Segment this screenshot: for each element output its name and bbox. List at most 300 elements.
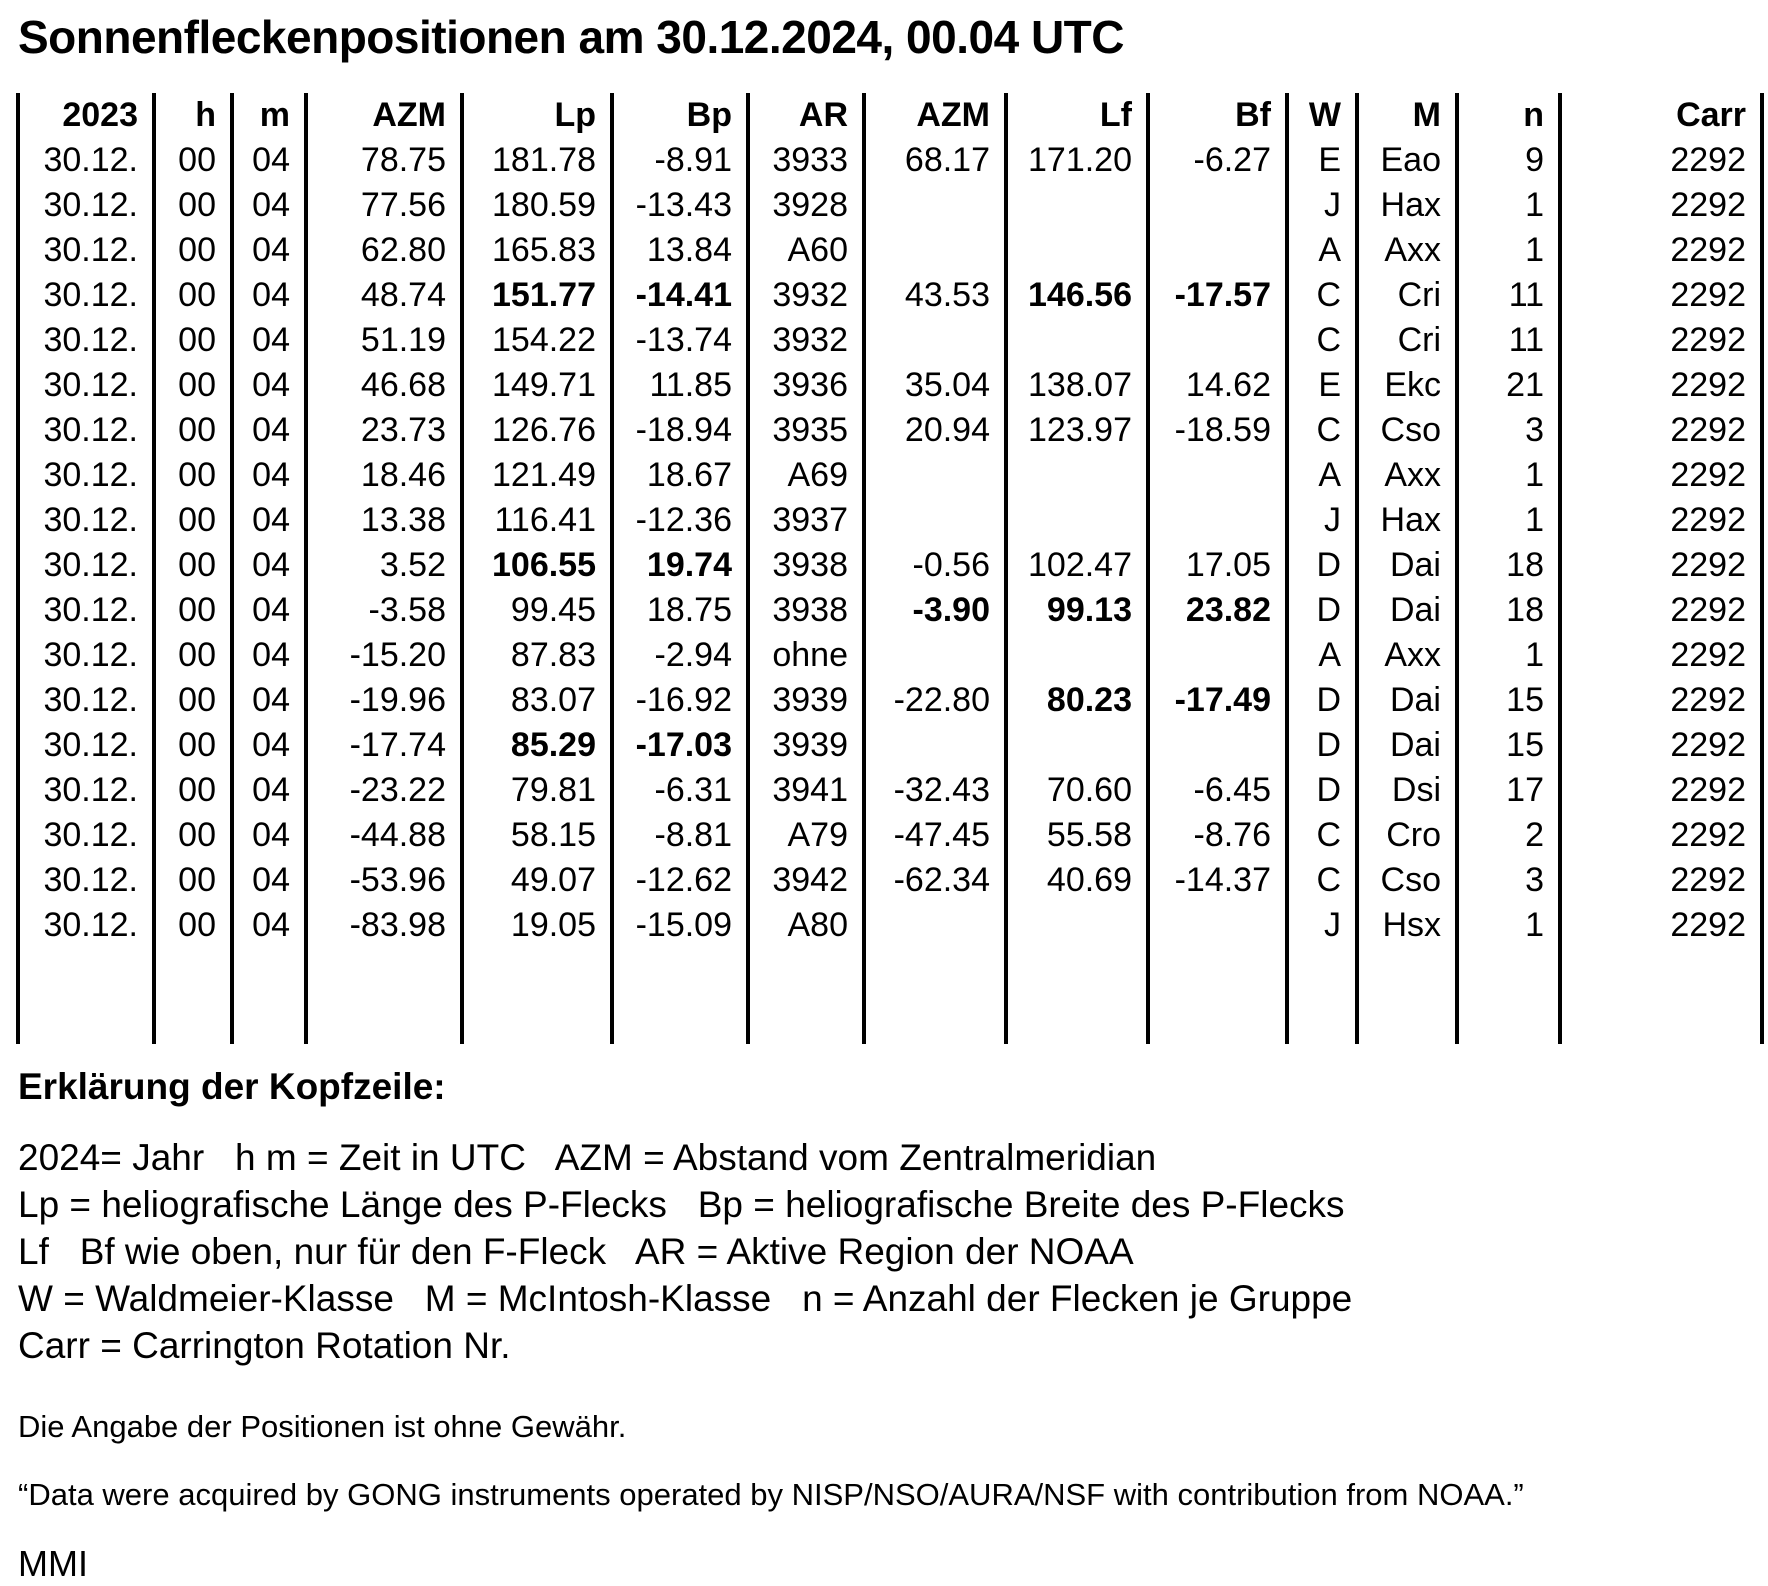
column-header: m [232,93,306,138]
explanation-line: W = Waldmeier-Klasse M = McIntosh-Klasse n = Anzahl der Flecken je Gruppe [18,1277,1353,1319]
table-cell: Cro [1357,813,1457,858]
table-cell: 14.62 [1148,363,1287,408]
table-cell: 2292 [1560,273,1762,318]
table-cell: 30.12. [18,903,154,948]
table-cell: A80 [748,903,864,948]
table-cell: -16.92 [612,678,748,723]
table-cell: 99.45 [462,588,612,633]
table-cell: 1 [1457,183,1560,228]
table-cell: -17.57 [1148,273,1287,318]
table-cell-empty [1006,948,1148,1044]
table-cell: 77.56 [306,183,462,228]
table-cell: Ekc [1357,363,1457,408]
explanation-line: 2024= Jahr h m = Zeit in UTC AZM = Abstand vom Zentralmeridian [18,1136,1157,1178]
table-cell: -23.22 [306,768,462,813]
table-cell: -8.76 [1148,813,1287,858]
table-cell: -8.91 [612,138,748,183]
disclaimer-text: Die Angabe der Positionen ist ohne Gewähr. [18,1408,627,1444]
table-cell: 04 [232,543,306,588]
table-cell [1006,183,1148,228]
table-cell: 30.12. [18,318,154,363]
table-cell-empty [1287,948,1357,1044]
table-cell: 3936 [748,363,864,408]
table-cell [864,318,1006,363]
table-cell: 2292 [1560,318,1762,363]
table-cell: 04 [232,453,306,498]
table-cell: 00 [154,813,232,858]
table-cell-empty [1357,948,1457,1044]
table-cell: 83.07 [462,678,612,723]
table-cell: Axx [1357,633,1457,678]
table-cell: 30.12. [18,183,154,228]
table-cell: Dai [1357,543,1457,588]
table-cell: 1 [1457,228,1560,273]
table-cell: 3932 [748,273,864,318]
table-cell: 80.23 [1006,678,1148,723]
table-cell: 17 [1457,768,1560,813]
table-header-row [18,93,1762,138]
table-cell: 00 [154,363,232,408]
table-cell: 18 [1457,588,1560,633]
table-cell: -62.34 [864,858,1006,903]
table-cell: A79 [748,813,864,858]
table-cell [864,723,1006,768]
table-cell: 04 [232,228,306,273]
table-cell: 15 [1457,723,1560,768]
table-cell: Hax [1357,498,1457,543]
table-cell-empty [1148,948,1287,1044]
table-cell: 17.05 [1148,543,1287,588]
table-cell: 3937 [748,498,864,543]
table-cell: A69 [748,453,864,498]
table-cell: C [1287,318,1357,363]
table-cell: -19.96 [306,678,462,723]
table-cell: 04 [232,858,306,903]
table-cell: 00 [154,903,232,948]
table-cell: 2292 [1560,633,1762,678]
table-row [18,588,1762,633]
table-cell: 18 [1457,543,1560,588]
table-cell: -32.43 [864,768,1006,813]
table-cell: 04 [232,183,306,228]
table-row [18,678,1762,723]
table-cell: D [1287,588,1357,633]
column-header: Carr [1560,93,1762,138]
table-cell: 30.12. [18,678,154,723]
table-cell: Dai [1357,723,1457,768]
table-cell: 3941 [748,768,864,813]
table-cell: 30.12. [18,228,154,273]
table-cell: -2.94 [612,633,748,678]
table-spacer-row [18,948,1762,1044]
table-cell: 00 [154,588,232,633]
table-cell [1006,723,1148,768]
table-cell-empty [612,948,748,1044]
table-cell: 1 [1457,453,1560,498]
table-cell: -8.81 [612,813,748,858]
table-cell: 30.12. [18,723,154,768]
column-header: n [1457,93,1560,138]
table-cell [1006,498,1148,543]
table-cell [1006,228,1148,273]
table-cell: 149.71 [462,363,612,408]
table-cell: ohne [748,633,864,678]
table-cell: -15.09 [612,903,748,948]
table-cell: 00 [154,858,232,903]
table-cell: Dsi [1357,768,1457,813]
table-cell [1148,633,1287,678]
table-cell: 3 [1457,408,1560,453]
table-cell: J [1287,498,1357,543]
column-header: W [1287,93,1357,138]
table-cell-empty [232,948,306,1044]
table-cell: 30.12. [18,408,154,453]
table-cell: 2292 [1560,903,1762,948]
table-cell: 00 [154,183,232,228]
table-cell: -12.62 [612,858,748,903]
table-cell: 40.69 [1006,858,1148,903]
table-cell: 30.12. [18,588,154,633]
explanation-heading: Erklärung der Kopfzeile: [18,1065,446,1107]
table-cell [1148,498,1287,543]
table-cell [864,903,1006,948]
table-cell [864,498,1006,543]
table-cell: 04 [232,498,306,543]
table-cell: C [1287,813,1357,858]
table-cell: -18.94 [612,408,748,453]
table-cell: 62.80 [306,228,462,273]
column-header: AZM [864,93,1006,138]
table-cell: 87.83 [462,633,612,678]
page-title: Sonnenfleckenpositionen am 30.12.2024, 00.04 UTC [18,11,1124,63]
table-row [18,138,1762,183]
table-cell: 2292 [1560,408,1762,453]
table-cell: 04 [232,903,306,948]
column-header: Bf [1148,93,1287,138]
table-cell: 35.04 [864,363,1006,408]
table-cell: 49.07 [462,858,612,903]
table-cell: -3.90 [864,588,1006,633]
table-cell: 18.67 [612,453,748,498]
table-cell: A60 [748,228,864,273]
table-cell: C [1287,273,1357,318]
table-cell: 00 [154,723,232,768]
table-row [18,273,1762,318]
table-cell: 30.12. [18,498,154,543]
table-cell: A [1287,228,1357,273]
table-cell [864,228,1006,273]
table-cell: 20.94 [864,408,1006,453]
table-cell: Hsx [1357,903,1457,948]
table-cell: 138.07 [1006,363,1148,408]
table-cell [864,183,1006,228]
table-cell: 00 [154,678,232,723]
table-cell: 04 [232,273,306,318]
table-cell: -13.43 [612,183,748,228]
table-cell: 04 [232,138,306,183]
signature-text: MMI [18,1542,88,1584]
table-cell: 79.81 [462,768,612,813]
table-cell: 9 [1457,138,1560,183]
table-cell: A [1287,453,1357,498]
table-row [18,723,1762,768]
table-cell: -47.45 [864,813,1006,858]
table-cell: Eao [1357,138,1457,183]
sunspot-position-table [16,93,1764,1044]
table-cell: 04 [232,363,306,408]
table-cell: 123.97 [1006,408,1148,453]
table-cell: 43.53 [864,273,1006,318]
table-cell: 126.76 [462,408,612,453]
table-cell-empty [748,948,864,1044]
table-cell: D [1287,768,1357,813]
table-cell-empty [462,948,612,1044]
table-cell: -53.96 [306,858,462,903]
table-cell: 00 [154,138,232,183]
table-cell: 154.22 [462,318,612,363]
table-cell: 19.05 [462,903,612,948]
table-cell: 00 [154,453,232,498]
table-cell: 116.41 [462,498,612,543]
table-cell-empty [154,948,232,1044]
explanation-line: Lp = heliografische Länge des P-Flecks Bp = heliografische Breite des P-Flecks [18,1183,1345,1225]
table-cell: 18.46 [306,453,462,498]
table-cell: 2292 [1560,588,1762,633]
table-cell: -12.36 [612,498,748,543]
table-cell: 21 [1457,363,1560,408]
table-cell: 11 [1457,318,1560,363]
table-cell: D [1287,678,1357,723]
table-cell: 1 [1457,498,1560,543]
column-header: Lp [462,93,612,138]
table-cell: 151.77 [462,273,612,318]
table-cell: 30.12. [18,453,154,498]
table-cell: 102.47 [1006,543,1148,588]
table-cell: C [1287,858,1357,903]
table-cell: Hax [1357,183,1457,228]
table-cell: E [1287,363,1357,408]
table-cell: 3939 [748,678,864,723]
table-cell: D [1287,723,1357,768]
explanation-line: Carr = Carrington Rotation Nr. [18,1324,511,1366]
table-cell: 3942 [748,858,864,903]
table-cell: 3932 [748,318,864,363]
table-cell: 30.12. [18,363,154,408]
table-cell: 181.78 [462,138,612,183]
table-cell: -3.58 [306,588,462,633]
table-cell: 106.55 [462,543,612,588]
table-cell: 3938 [748,588,864,633]
table-cell: 2 [1457,813,1560,858]
table-cell: 00 [154,543,232,588]
table-cell: 3928 [748,183,864,228]
table-cell [1148,453,1287,498]
table-row [18,543,1762,588]
table-cell: -15.20 [306,633,462,678]
table-cell: 30.12. [18,273,154,318]
table-row [18,633,1762,678]
table-cell: -83.98 [306,903,462,948]
table-cell: 3.52 [306,543,462,588]
table-cell: 2292 [1560,363,1762,408]
table-cell: -14.37 [1148,858,1287,903]
table-cell: 48.74 [306,273,462,318]
table-cell: 00 [154,318,232,363]
table-cell: 3939 [748,723,864,768]
column-header: Bp [612,93,748,138]
table-cell: 180.59 [462,183,612,228]
table-cell [1006,318,1148,363]
table-cell: 04 [232,588,306,633]
table-cell: 146.56 [1006,273,1148,318]
table-row [18,363,1762,408]
table-cell: 11 [1457,273,1560,318]
table-cell: 2292 [1560,498,1762,543]
table-cell-empty [864,948,1006,1044]
table-cell: -17.03 [612,723,748,768]
table-cell: 2292 [1560,228,1762,273]
table-cell: E [1287,138,1357,183]
table-cell [864,453,1006,498]
table-cell: -0.56 [864,543,1006,588]
table-cell: 19.74 [612,543,748,588]
column-header: AR [748,93,864,138]
table-cell: 04 [232,813,306,858]
table-cell: -17.74 [306,723,462,768]
table-cell: 3938 [748,543,864,588]
table-cell: 00 [154,498,232,543]
explanation-lines [16,1134,1768,1369]
table-cell: Axx [1357,228,1457,273]
table-cell [1148,903,1287,948]
table-cell: 2292 [1560,768,1762,813]
table-cell: 58.15 [462,813,612,858]
table-cell [1148,318,1287,363]
table-cell: 04 [232,408,306,453]
table-cell: 30.12. [18,633,154,678]
table-cell: 78.75 [306,138,462,183]
table-cell: 2292 [1560,678,1762,723]
table-cell: 3933 [748,138,864,183]
table-cell: 85.29 [462,723,612,768]
table-cell [1148,723,1287,768]
table-cell: 30.12. [18,813,154,858]
table-row [18,768,1762,813]
table-cell: 2292 [1560,138,1762,183]
column-header: Lf [1006,93,1148,138]
table-cell [864,633,1006,678]
table-cell: 04 [232,318,306,363]
table-cell: 171.20 [1006,138,1148,183]
table-cell: C [1287,408,1357,453]
table-cell: 04 [232,768,306,813]
table-cell-empty [1457,948,1560,1044]
table-cell: 15 [1457,678,1560,723]
table-cell: 51.19 [306,318,462,363]
table-cell: -22.80 [864,678,1006,723]
table-cell: 00 [154,408,232,453]
table-cell: 04 [232,633,306,678]
table-cell: -18.59 [1148,408,1287,453]
table-cell: J [1287,183,1357,228]
table-cell: A [1287,633,1357,678]
table-cell: 11.85 [612,363,748,408]
table-cell: Dai [1357,588,1457,633]
table-cell: J [1287,903,1357,948]
table-cell: 30.12. [18,768,154,813]
table-cell: 2292 [1560,723,1762,768]
table-cell: 30.12. [18,138,154,183]
table-cell: -14.41 [612,273,748,318]
table-cell: 00 [154,633,232,678]
table-cell-empty [1560,948,1762,1044]
table-cell: 30.12. [18,543,154,588]
table-cell: Axx [1357,453,1457,498]
table-row [18,498,1762,543]
table-row [18,318,1762,363]
table-cell: 46.68 [306,363,462,408]
table-cell: Cso [1357,858,1457,903]
column-header: h [154,93,232,138]
table-cell: -44.88 [306,813,462,858]
table-cell: 2292 [1560,858,1762,903]
table-row [18,858,1762,903]
table-row [18,903,1762,948]
table-cell: 1 [1457,633,1560,678]
table-cell: 1 [1457,903,1560,948]
table-cell: 99.13 [1006,588,1148,633]
table-row [18,408,1762,453]
column-header: AZM [306,93,462,138]
data-credit-text: “Data were acquired by GONG instruments operated by NISP/NSO/AURA/NSF with contribution from NOAA.” [18,1476,1524,1512]
table-cell: 13.84 [612,228,748,273]
table-cell: 2292 [1560,543,1762,588]
table-cell: -6.31 [612,768,748,813]
table-cell: 165.83 [462,228,612,273]
table-cell [1006,903,1148,948]
table-cell [1006,453,1148,498]
table-cell-empty [306,948,462,1044]
table-cell: 04 [232,678,306,723]
explanation-line: Lf Bf wie oben, nur für den F-Fleck AR = Aktive Region der NOAA [18,1230,1134,1272]
table-cell: 3935 [748,408,864,453]
table-cell: -17.49 [1148,678,1287,723]
table-cell: Cri [1357,273,1457,318]
table-cell: -6.45 [1148,768,1287,813]
table-row [18,228,1762,273]
table-cell: 18.75 [612,588,748,633]
table-cell [1148,183,1287,228]
table-cell: 23.82 [1148,588,1287,633]
column-header: M [1357,93,1457,138]
table-cell: 04 [232,723,306,768]
table-row [18,183,1762,228]
column-header: 2023 [18,93,154,138]
table-row [18,813,1762,858]
table-cell-empty [18,948,154,1044]
table-cell: 23.73 [306,408,462,453]
table-cell: 00 [154,273,232,318]
table-cell: Cso [1357,408,1457,453]
table-row [18,453,1762,498]
table-cell: -13.74 [612,318,748,363]
table-cell: 3 [1457,858,1560,903]
table-cell: 00 [154,768,232,813]
table-cell: Cri [1357,318,1457,363]
table-cell: 2292 [1560,183,1762,228]
table-cell: 2292 [1560,453,1762,498]
table-cell: -6.27 [1148,138,1287,183]
